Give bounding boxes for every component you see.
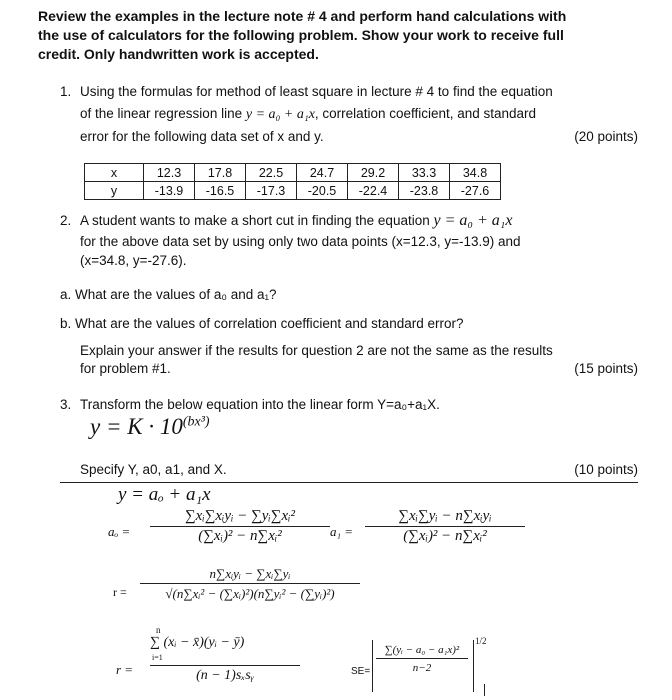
formula-r2: [150, 625, 300, 684]
q1-line-2: [80, 104, 536, 124]
formula-r-numerator: n∑xᵢyᵢ − ∑xᵢ∑yᵢ: [140, 566, 360, 584]
table-y-label: y: [85, 182, 144, 200]
q2-part-a: a. What are the values of a₀ and a₁?: [60, 287, 277, 302]
formula-r2-numerator-block: [150, 625, 300, 666]
q2-part-b: b. What are the values of correlation coefficient and standard error?: [60, 316, 464, 331]
q1-line-2-post: , correlation coefficient, and standard: [314, 106, 537, 121]
formula-r2-numerator: ∑ (xᵢ − x̄)(yᵢ − ȳ): [150, 635, 245, 650]
table-cell: -22.4: [348, 182, 399, 200]
q2-line-1: [80, 211, 512, 230]
q3-equation-exponent: (bx³): [182, 414, 210, 430]
q2-line-3: (x=34.8, y=-27.6).: [80, 253, 187, 268]
formula-a0-denominator: (∑xᵢ)² − n∑xᵢ²: [198, 528, 282, 544]
q2-points: (15 points): [574, 361, 638, 376]
q1-equation: y = a₀ + a₁x: [245, 107, 315, 122]
q2-number: 2.: [60, 213, 72, 228]
formula-r2-sum-bottom: i=1: [152, 653, 163, 662]
q1-number: 1.: [60, 84, 72, 99]
q2-explain-1: Explain your answer if the results for question 2 are not the same as the results: [80, 343, 553, 358]
q1-line-1: Using the formulas for method of least square in lecture # 4 to find the equation: [80, 84, 553, 99]
q3-points: (10 points): [574, 462, 638, 477]
formula-a1-numerator: ∑xᵢ∑yᵢ − n∑xᵢyᵢ: [365, 508, 525, 527]
q2-line-2: for the above data set by using only two data points (x=12.3, y=-13.9) and: [80, 234, 521, 249]
formula-a1-lhs: a₁ =: [330, 524, 354, 539]
table-cell: 12.3: [144, 164, 195, 182]
formula-r2-denominator: (n − 1)sₓsᵧ: [196, 668, 254, 683]
table-cell: 24.7: [297, 164, 348, 182]
q1-points: (20 points): [574, 129, 638, 144]
q2-equation: y = a₀ + a₁x: [433, 212, 513, 229]
q2-line-1-pre: A student wants to make a short cut in finding the equation: [80, 213, 430, 228]
q1-line-2-pre: of the linear regression line: [80, 106, 243, 121]
table-cell: -20.5: [297, 182, 348, 200]
formula-a0: [150, 508, 330, 545]
formula-a0-lhs: aₒ =: [108, 524, 131, 539]
table-cell: -27.6: [450, 182, 501, 200]
table-row-x: [85, 164, 501, 182]
table-cell: -23.8: [399, 182, 450, 200]
q3-number: 3.: [60, 397, 72, 412]
intro-line-2: the use of calculators for the following problem. Show your work to receive full: [38, 27, 564, 43]
formula-se-denominator: n−2: [412, 662, 432, 674]
table-cell: 22.5: [246, 164, 297, 182]
table-x-label: x: [85, 164, 144, 182]
formula-se-numerator: ∑(yᵢ − a₀ − a₁x)²: [376, 644, 468, 659]
formula-se-exponent: 1/2: [475, 636, 487, 646]
q1-line-3: error for the following data set of x and y.: [80, 129, 324, 144]
table-cell: 29.2: [348, 164, 399, 182]
formula-se-lhs: SE=: [351, 666, 371, 677]
table-row-y: [85, 182, 501, 200]
q3-specify: Specify Y, a0, a1, and X.: [80, 462, 227, 477]
formula-a1: [365, 508, 525, 545]
formula-r-lhs: r =: [113, 585, 127, 599]
formula-r2-lhs: r =: [116, 662, 134, 677]
table-cell: -13.9: [144, 182, 195, 200]
formula-linear: y = aₒ + a₁x: [118, 484, 211, 505]
formula-r: [140, 566, 360, 602]
table-cell: -16.5: [195, 182, 246, 200]
section-divider: [60, 482, 638, 483]
formula-se: [376, 644, 468, 674]
table-cell: -17.3: [246, 182, 297, 200]
table-cell: 33.3: [399, 164, 450, 182]
formula-a1-denominator: (∑xᵢ)² − n∑xᵢ²: [403, 528, 487, 544]
formula-r-denominator: √(n∑xᵢ² − (∑xᵢ)²)(n∑yᵢ² − (∑yᵢ)²): [165, 586, 335, 601]
intro-line-3: credit. Only handwritten work is accepted.: [38, 46, 319, 62]
table-cell: 17.8: [195, 164, 246, 182]
formula-r2-sum-top: n: [156, 625, 161, 635]
q3-equation-lhs: y = K · 10: [90, 414, 183, 439]
q3-equation: [90, 414, 210, 440]
q3-line-1: Transform the below equation into the linear form Y=a₀+a₁X.: [80, 397, 440, 412]
q2-explain-2: for problem #1.: [80, 361, 171, 376]
formula-a0-numerator: ∑xᵢ∑xᵢyᵢ − ∑yᵢ∑xᵢ²: [150, 508, 330, 527]
data-table: [84, 163, 501, 200]
intro-line-1: Review the examples in the lecture note # 4 and perform hand calculations with: [38, 8, 567, 24]
cursor-mark: [484, 684, 485, 696]
table-cell: 34.8: [450, 164, 501, 182]
